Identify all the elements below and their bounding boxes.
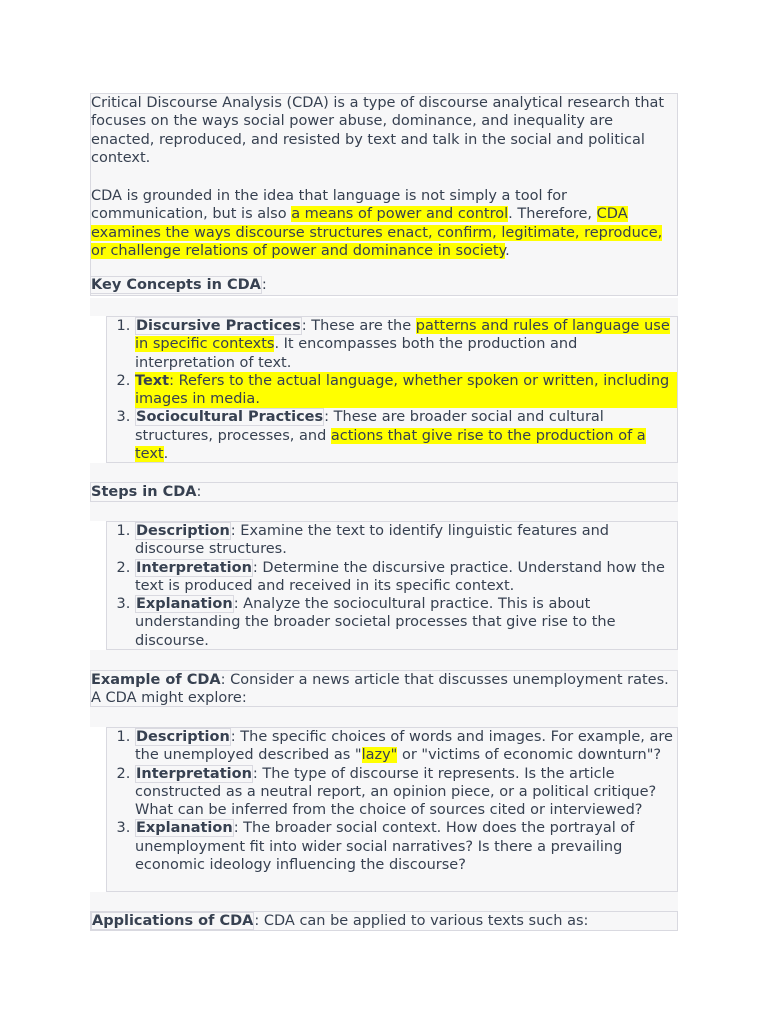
list-item: 1. Discursive Practices: These are the patterns and rules of language use in specific contexts. It encompasses both the production and interpretation of text. <box>135 317 677 372</box>
highlight: actions that give rise to the production of a text <box>135 427 646 463</box>
highlight: lazy" <box>361 747 398 764</box>
spacer <box>90 650 678 670</box>
list-item: 3. Sociocultural Practices: These are broader social and cultural structures, processes, and actions that give rise to the production of a text. <box>135 408 677 463</box>
list-item: 3. Explanation: Analyze the sociocultural practice. This is about understanding the broader societal processes that give rise to the discourse. <box>135 595 677 650</box>
steps-heading: Steps in CDA: <box>90 482 678 502</box>
list-item: 1. Description: The specific choices of words and images. For example, are the unemployed described as "lazy" or "victims of economic downturn"? <box>135 728 677 765</box>
list-item: 3. Explanation: The broader social context. How does the portrayal of unemployment fit into wider social narratives? Is there a prevailing economic ideology influencing the discourse? <box>135 819 677 874</box>
list-item: 1. Description: Examine the text to identify linguistic features and discourse structures. <box>135 522 677 559</box>
example-list <box>106 727 678 892</box>
intro-paragraph-1: Critical Discourse Analysis (CDA) is a type of discourse analytical research that focuses on the ways social power abuse, dominance, and inequality are enacted, reproduced, and resisted by text and talk in the social and political context. <box>91 95 665 166</box>
spacer <box>90 707 678 727</box>
spacer <box>90 892 678 911</box>
steps-list <box>106 521 678 650</box>
list-item: 2. Text: Refers to the actual language, whether spoken or written, including images in media. <box>135 372 677 409</box>
highlight: patterns and rules of language use in specific contexts <box>135 318 670 353</box>
highlight: a means of power and control <box>291 206 509 223</box>
list-item: 2. Interpretation: Determine the discursive practice. Understand how the text is produced and received in its specific context. <box>135 559 677 596</box>
spacer <box>90 502 678 521</box>
intro-paragraph-2: CDA is grounded in the idea that language is not simply a tool for communication, but is also a means of power and control. Therefore, CDA examines the ways discourse structures enact, confirm, legitimate, reproduce, or challenge relations of power and dominance in society. <box>91 188 663 260</box>
intro-block <box>90 93 678 296</box>
document-body <box>90 93 678 929</box>
spacer <box>90 463 678 482</box>
example-paragraph: Example of CDA: Consider a news article that discusses unemployment rates. A CDA might explore: <box>90 670 678 707</box>
key-concepts-title: Key Concepts in CDA: <box>91 277 267 293</box>
list-item: 2. Interpretation: The type of discourse it represents. Is the article constructed as a neutral report, an opinion piece, or a political critique? What can be inferred from the choice of sources cited or interviewed? <box>135 765 677 820</box>
spacer <box>90 298 678 316</box>
applications-paragraph: Applications of CDA: CDA can be applied to various texts such as: <box>90 911 678 931</box>
highlight: CDA examines the ways discourse structures enact, confirm, legitimate, reproduce, or challenge relations of power and dominance in society <box>91 206 663 260</box>
key-concepts-list <box>106 316 678 463</box>
